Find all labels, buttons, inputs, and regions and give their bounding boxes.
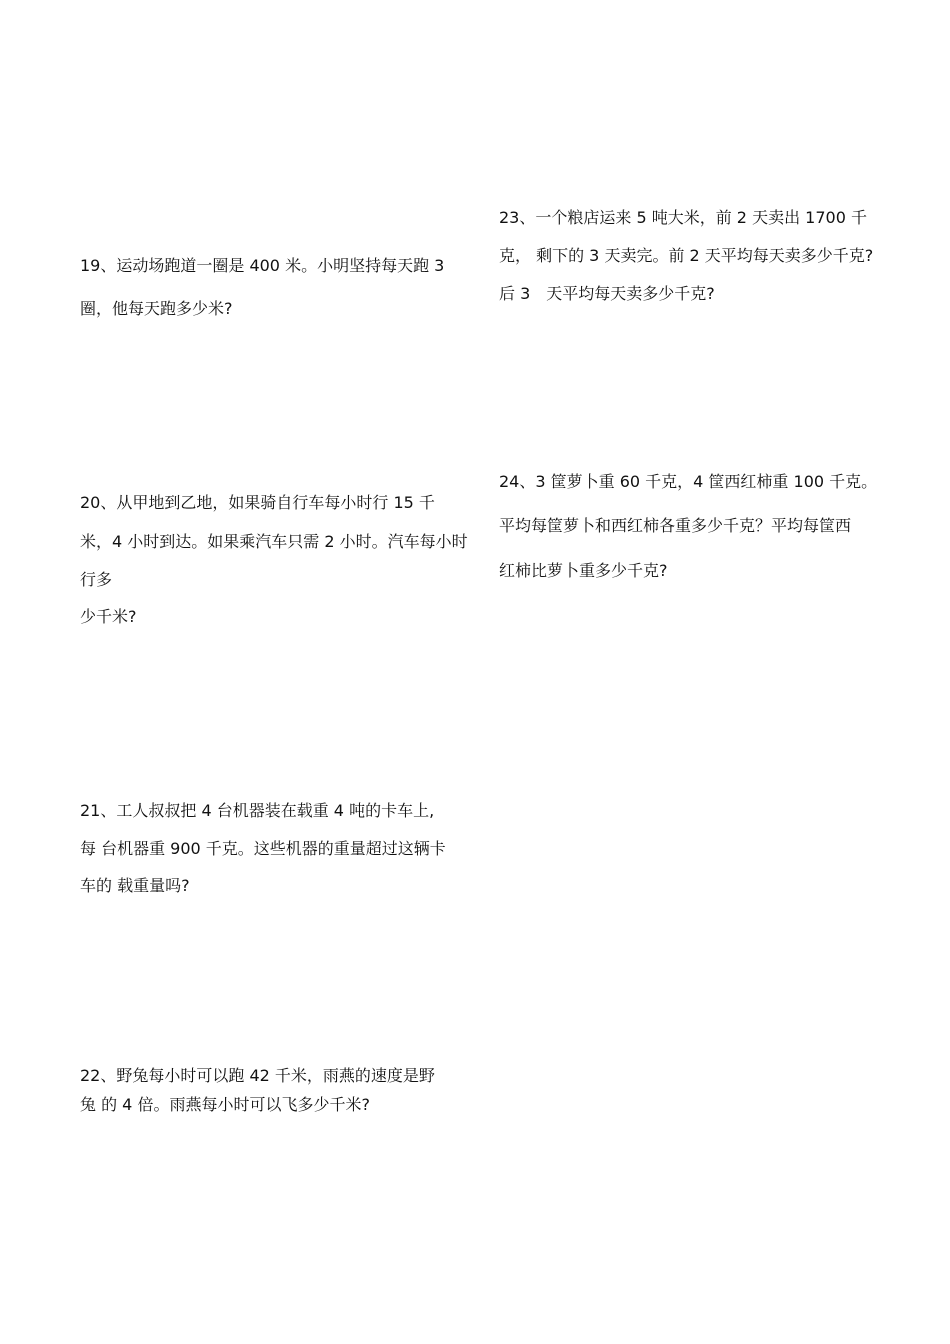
problem-21-line-3: 车的 载重量吗?: [80, 876, 190, 895]
problem-21-line-2: 每 台机器重 900 千克。这些机器的重量超过这辆卡: [80, 839, 446, 858]
problem-24-line-2: 平均每筐萝卜和西红柿各重多少千克？平均每筐西: [499, 516, 852, 535]
problem-24-line-1: 24、3 筐萝卜重 60 千克，4 筐西红柿重 100 千克。: [499, 472, 878, 491]
problem-22-line-2: 兔 的 4 倍。雨燕每小时可以飞多少千米?: [80, 1095, 370, 1114]
problem-21-line-1: 21、工人叔叔把 4 台机器装在载重 4 吨的卡车上,: [80, 801, 435, 820]
problem-23-line-1: 23、一个粮店运来 5 吨大米，前 2 天卖出 1700 千: [499, 208, 867, 227]
problem-22-line-1: 22、野兔每小时可以跑 42 千米，雨燕的速度是野: [80, 1066, 435, 1085]
problem-20-line-2: 米，4 小时到达。如果乘汽车只需 2 小时。汽车每小时: [80, 532, 468, 551]
problem-24-line-3: 红柿比萝卜重多少千克?: [499, 561, 668, 580]
problem-23-line-2: 克， 剩下的 3 天卖完。前 2 天平均每天卖多少千克?: [499, 246, 874, 265]
problem-20-line-1: 20、从甲地到乙地，如果骑自行车每小时行 15 千: [80, 493, 435, 512]
problem-20-line-3: 行多: [80, 570, 113, 589]
problem-19-line-2: 圈，他每天跑多少米?: [80, 299, 233, 318]
problem-23-line-3: 后 3 天平均每天卖多少千克?: [499, 284, 715, 303]
problem-19-line-1: 19、运动场跑道一圈是 400 米。小明坚持每天跑 3: [80, 256, 445, 275]
problem-20-line-4: 少千米?: [80, 607, 137, 626]
